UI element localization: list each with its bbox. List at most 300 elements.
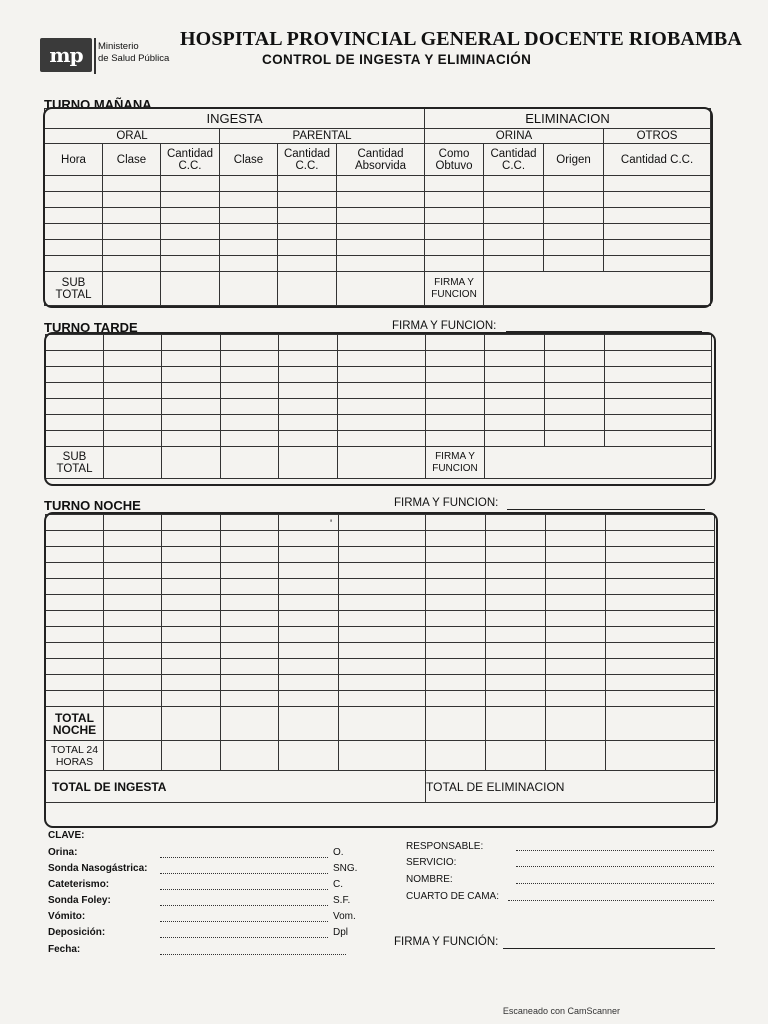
entry-cell[interactable] [161, 256, 220, 272]
entry-cell[interactable] [546, 547, 606, 563]
subtotal-cell[interactable] [161, 272, 220, 306]
entry-cell[interactable] [484, 192, 544, 208]
ingesta-header: INGESTA [45, 109, 425, 129]
entry-cell[interactable] [339, 563, 426, 579]
entry-cell[interactable] [426, 643, 486, 659]
subtotal-cell[interactable] [104, 447, 162, 479]
entry-cell[interactable] [546, 691, 606, 707]
entry-cell[interactable] [606, 675, 715, 691]
entry-cell[interactable] [546, 659, 606, 675]
entry-cell[interactable] [104, 415, 162, 431]
entry-cell[interactable] [45, 192, 103, 208]
entry-cell[interactable] [104, 367, 162, 383]
entry-cell[interactable] [546, 595, 606, 611]
entry-cell[interactable] [544, 240, 604, 256]
entry-cell[interactable] [221, 627, 279, 643]
entry-cell[interactable] [605, 351, 712, 367]
entry-cell[interactable] [104, 563, 162, 579]
entry-cell[interactable] [484, 256, 544, 272]
firma-funcion-cell[interactable] [484, 272, 711, 306]
entry-cell[interactable] [545, 367, 605, 383]
entry-cell[interactable] [45, 256, 103, 272]
total-eliminacion-cell[interactable] [426, 771, 715, 803]
entry-cell[interactable] [484, 208, 544, 224]
entry-cell[interactable] [426, 431, 485, 447]
entry-cell[interactable] [46, 691, 104, 707]
entry-cell[interactable] [221, 399, 279, 415]
entry-cell[interactable] [338, 367, 426, 383]
entry-cell[interactable] [486, 611, 546, 627]
entry-cell[interactable] [279, 399, 338, 415]
entry-cell[interactable] [426, 547, 486, 563]
entry-cell[interactable] [46, 531, 104, 547]
total-24h-cell[interactable] [221, 741, 279, 771]
entry-cell[interactable] [103, 240, 161, 256]
subtotal-cell[interactable] [162, 447, 221, 479]
entry-cell[interactable] [546, 643, 606, 659]
entry-cell[interactable] [279, 643, 339, 659]
table-row [46, 335, 712, 351]
entry-cell[interactable] [46, 415, 104, 431]
entry-cell[interactable] [220, 256, 278, 272]
entry-cell[interactable] [425, 240, 484, 256]
entry-cell[interactable] [606, 659, 715, 675]
entry-cell[interactable] [46, 351, 104, 367]
entry-cell[interactable] [425, 176, 484, 192]
entry-cell[interactable] [486, 691, 546, 707]
entry-cell[interactable] [161, 240, 220, 256]
clave-item-field[interactable] [160, 937, 328, 938]
entry-cell[interactable] [606, 643, 715, 659]
entry-cell[interactable] [486, 595, 546, 611]
entry-cell[interactable] [104, 383, 162, 399]
entry-cell[interactable] [426, 691, 486, 707]
entry-cell[interactable] [220, 240, 278, 256]
entry-cell[interactable] [338, 383, 426, 399]
entry-cell[interactable] [46, 595, 104, 611]
clave-item-field[interactable] [160, 889, 328, 890]
entry-cell[interactable] [426, 415, 485, 431]
entry-cell[interactable] [339, 595, 426, 611]
entry-cell[interactable] [279, 431, 338, 447]
total-24h-cell[interactable] [104, 741, 162, 771]
entry-cell[interactable] [104, 335, 162, 351]
entry-cell[interactable] [162, 415, 221, 431]
entry-cell[interactable] [425, 192, 484, 208]
entry-cell[interactable] [339, 611, 426, 627]
entry-cell[interactable] [221, 431, 279, 447]
entry-cell[interactable] [45, 224, 103, 240]
entry-cell[interactable] [425, 256, 484, 272]
entry-cell[interactable] [544, 256, 604, 272]
entry-cell[interactable] [339, 627, 426, 643]
entry-cell[interactable] [486, 579, 546, 595]
total-24h-cell[interactable] [339, 741, 426, 771]
total-24h-cell[interactable] [606, 741, 715, 771]
entry-cell[interactable] [338, 351, 426, 367]
entry-cell[interactable] [221, 563, 279, 579]
entry-cell[interactable] [339, 659, 426, 675]
entry-cell[interactable] [485, 399, 545, 415]
entry-cell[interactable] [606, 611, 715, 627]
entry-cell[interactable] [426, 659, 486, 675]
entry-cell[interactable] [279, 367, 338, 383]
total-noche-cell[interactable] [339, 707, 426, 741]
entry-cell[interactable] [278, 192, 337, 208]
entry-cell[interactable] [103, 224, 161, 240]
entry-cell[interactable] [103, 176, 161, 192]
entry-cell[interactable] [486, 659, 546, 675]
subtotal-cell[interactable] [338, 447, 426, 479]
entry-cell[interactable] [486, 627, 546, 643]
entry-cell[interactable] [162, 547, 221, 563]
clave-item-field[interactable] [160, 921, 328, 922]
entry-cell[interactable] [546, 627, 606, 643]
entry-cell[interactable] [545, 415, 605, 431]
entry-cell[interactable] [426, 595, 486, 611]
entry-cell[interactable] [544, 208, 604, 224]
total-noche-cell[interactable] [104, 707, 162, 741]
entry-cell[interactable] [279, 659, 339, 675]
entry-cell[interactable] [279, 415, 338, 431]
total-noche-cell[interactable] [221, 707, 279, 741]
entry-cell[interactable] [546, 675, 606, 691]
entry-cell[interactable] [162, 691, 221, 707]
entry-cell[interactable] [221, 659, 279, 675]
total-noche-cell[interactable] [279, 707, 339, 741]
entry-cell[interactable] [278, 240, 337, 256]
entry-cell[interactable] [162, 659, 221, 675]
entry-cell[interactable] [221, 675, 279, 691]
entry-cell[interactable] [339, 579, 426, 595]
clave-item-field[interactable] [160, 873, 328, 874]
entry-cell[interactable] [46, 611, 104, 627]
entry-cell[interactable] [46, 399, 104, 415]
subtotal-cell[interactable] [278, 272, 337, 306]
entry-cell[interactable] [544, 224, 604, 240]
entry-cell[interactable] [104, 675, 162, 691]
entry-cell[interactable] [485, 431, 545, 447]
entry-cell[interactable] [426, 383, 485, 399]
entry-cell[interactable] [426, 627, 486, 643]
entry-cell[interactable] [545, 431, 605, 447]
entry-cell[interactable] [46, 431, 104, 447]
entry-cell[interactable] [339, 675, 426, 691]
entry-cell[interactable] [484, 176, 544, 192]
entry-cell[interactable] [221, 351, 279, 367]
entry-cell[interactable] [337, 176, 425, 192]
entry-cell[interactable] [46, 643, 104, 659]
entry-cell[interactable] [162, 595, 221, 611]
entry-cell[interactable] [605, 335, 712, 351]
entry-cell[interactable] [161, 208, 220, 224]
entry-cell[interactable] [221, 531, 279, 547]
responsable-field[interactable] [516, 850, 714, 851]
entry-cell[interactable] [426, 563, 486, 579]
firma-final-line[interactable] [503, 948, 715, 949]
entry-cell[interactable] [220, 208, 278, 224]
entry-cell[interactable] [162, 431, 221, 447]
entry-cell[interactable] [339, 547, 426, 563]
entry-cell[interactable] [279, 691, 339, 707]
entry-cell[interactable] [45, 208, 103, 224]
entry-cell[interactable] [485, 367, 545, 383]
entry-cell[interactable] [339, 515, 426, 531]
entry-cell[interactable] [278, 256, 337, 272]
entry-cell[interactable] [485, 415, 545, 431]
entry-cell[interactable] [162, 563, 221, 579]
entry-cell[interactable] [104, 531, 162, 547]
entry-cell[interactable] [605, 399, 712, 415]
total-24h-cell[interactable] [486, 741, 546, 771]
firma-funcion-cell[interactable] [485, 447, 712, 479]
entry-cell[interactable] [162, 579, 221, 595]
entry-cell[interactable] [104, 659, 162, 675]
total-noche-cell[interactable] [606, 707, 715, 741]
clave-item-field[interactable] [160, 857, 328, 858]
entry-cell[interactable] [546, 563, 606, 579]
entry-cell[interactable] [485, 335, 545, 351]
entry-cell[interactable] [221, 335, 279, 351]
entry-cell[interactable] [426, 675, 486, 691]
entry-cell[interactable] [162, 383, 221, 399]
entry-cell[interactable] [278, 208, 337, 224]
entry-cell[interactable] [104, 351, 162, 367]
entry-cell[interactable] [426, 351, 485, 367]
entry-cell[interactable] [546, 515, 606, 531]
entry-cell[interactable] [604, 192, 711, 208]
entry-cell[interactable] [103, 208, 161, 224]
entry-cell[interactable] [104, 611, 162, 627]
entry-cell[interactable] [337, 256, 425, 272]
entry-cell[interactable] [426, 399, 485, 415]
entry-cell[interactable] [161, 224, 220, 240]
total-noche-cell[interactable] [546, 707, 606, 741]
entry-cell[interactable] [544, 192, 604, 208]
total-24h-cell[interactable] [546, 741, 606, 771]
total-ingesta-cell[interactable] [46, 771, 426, 803]
entry-cell[interactable] [339, 691, 426, 707]
entry-cell[interactable] [221, 515, 279, 531]
entry-cell[interactable] [604, 176, 711, 192]
subtotal-cell[interactable] [221, 447, 279, 479]
entry-cell[interactable] [104, 579, 162, 595]
entry-cell[interactable] [426, 367, 485, 383]
entry-cell[interactable] [220, 192, 278, 208]
entry-cell[interactable] [338, 415, 426, 431]
entry-cell[interactable] [486, 675, 546, 691]
entry-cell[interactable] [104, 515, 162, 531]
entry-cell[interactable] [484, 240, 544, 256]
entry-cell[interactable] [221, 383, 279, 399]
entry-cell[interactable] [544, 176, 604, 192]
entry-cell[interactable] [279, 627, 339, 643]
entry-cell[interactable] [425, 224, 484, 240]
entry-cell[interactable] [604, 256, 711, 272]
entry-cell[interactable] [546, 531, 606, 547]
entry-cell[interactable] [486, 547, 546, 563]
entry-cell[interactable] [484, 224, 544, 240]
entry-cell[interactable] [606, 515, 715, 531]
entry-cell[interactable] [426, 515, 486, 531]
entry-cell[interactable] [545, 335, 605, 351]
entry-cell[interactable] [279, 531, 339, 547]
entry-cell[interactable] [606, 547, 715, 563]
entry-cell[interactable] [162, 515, 221, 531]
entry-cell[interactable] [221, 643, 279, 659]
cuarto-field[interactable] [508, 900, 714, 901]
entry-cell[interactable] [486, 643, 546, 659]
entry-cell[interactable] [426, 531, 486, 547]
entry-cell[interactable] [338, 335, 426, 351]
entry-cell[interactable] [339, 531, 426, 547]
entry-cell[interactable] [339, 643, 426, 659]
entry-cell[interactable] [606, 595, 715, 611]
entry-cell[interactable] [279, 675, 339, 691]
entry-cell[interactable] [545, 351, 605, 367]
entry-cell[interactable] [104, 547, 162, 563]
entry-cell[interactable] [486, 563, 546, 579]
subtotal-cell[interactable] [220, 272, 278, 306]
entry-cell[interactable] [221, 611, 279, 627]
entry-cell[interactable] [46, 627, 104, 643]
entry-cell[interactable] [103, 192, 161, 208]
entry-cell[interactable] [338, 399, 426, 415]
entry-cell[interactable] [425, 208, 484, 224]
entry-cell[interactable] [605, 383, 712, 399]
entry-cell[interactable] [606, 563, 715, 579]
entry-cell[interactable] [546, 611, 606, 627]
subtotal-cell[interactable] [337, 272, 425, 306]
total-24h-cell[interactable] [279, 741, 339, 771]
subtotal-cell[interactable] [279, 447, 338, 479]
entry-cell[interactable] [104, 431, 162, 447]
entry-cell[interactable] [162, 399, 221, 415]
entry-cell[interactable] [45, 240, 103, 256]
entry-cell[interactable] [46, 547, 104, 563]
entry-cell[interactable] [279, 563, 339, 579]
entry-cell[interactable] [46, 383, 104, 399]
entry-cell[interactable] [104, 627, 162, 643]
entry-cell[interactable] [279, 595, 339, 611]
total-24h-cell[interactable] [162, 741, 221, 771]
entry-cell[interactable] [46, 563, 104, 579]
total-24h-cell[interactable] [426, 741, 486, 771]
total-noche-cell[interactable] [426, 707, 486, 741]
entry-cell[interactable] [46, 515, 104, 531]
entry-cell[interactable] [162, 367, 221, 383]
entry-cell[interactable] [162, 351, 221, 367]
entry-cell[interactable] [606, 531, 715, 547]
entry-cell[interactable] [606, 579, 715, 595]
entry-cell[interactable] [221, 415, 279, 431]
entry-cell[interactable] [337, 208, 425, 224]
entry-cell[interactable] [485, 383, 545, 399]
table-row [46, 579, 715, 595]
entry-cell[interactable] [337, 224, 425, 240]
entry-cell[interactable] [279, 547, 339, 563]
entry-cell[interactable] [337, 192, 425, 208]
entry-cell[interactable] [221, 547, 279, 563]
entry-cell[interactable] [279, 515, 339, 531]
entry-cell[interactable] [606, 627, 715, 643]
entry-cell[interactable] [278, 176, 337, 192]
total-noche-cell[interactable] [486, 707, 546, 741]
entry-cell[interactable] [221, 595, 279, 611]
entry-cell[interactable] [279, 383, 338, 399]
entry-cell[interactable] [485, 351, 545, 367]
entry-cell[interactable] [161, 176, 220, 192]
entry-cell[interactable] [104, 691, 162, 707]
entry-cell[interactable] [426, 579, 486, 595]
entry-cell[interactable] [604, 224, 711, 240]
entry-cell[interactable] [45, 176, 103, 192]
entry-cell[interactable] [162, 627, 221, 643]
entry-cell[interactable] [104, 643, 162, 659]
entry-cell[interactable] [546, 579, 606, 595]
entry-cell[interactable] [220, 224, 278, 240]
entry-cell[interactable] [162, 611, 221, 627]
entry-cell[interactable] [606, 691, 715, 707]
entry-cell[interactable] [545, 399, 605, 415]
entry-cell[interactable] [162, 675, 221, 691]
clave-item-field[interactable] [160, 954, 346, 955]
entry-cell[interactable] [279, 579, 339, 595]
entry-cell[interactable] [605, 367, 712, 383]
entry-cell[interactable] [426, 335, 485, 351]
entry-cell[interactable] [46, 579, 104, 595]
tarde-firma-line[interactable] [506, 331, 702, 332]
subtotal-cell[interactable] [103, 272, 161, 306]
entry-cell[interactable] [220, 176, 278, 192]
servicio-field[interactable] [516, 866, 714, 867]
entry-cell[interactable] [338, 431, 426, 447]
entry-cell[interactable] [604, 208, 711, 224]
entry-cell[interactable] [221, 579, 279, 595]
entry-cell[interactable] [337, 240, 425, 256]
entry-cell[interactable] [605, 415, 712, 431]
entry-cell[interactable] [46, 659, 104, 675]
entry-cell[interactable] [104, 399, 162, 415]
entry-cell[interactable] [604, 240, 711, 256]
entry-cell[interactable] [46, 675, 104, 691]
entry-cell[interactable] [162, 335, 221, 351]
entry-cell[interactable] [221, 691, 279, 707]
nombre-field[interactable] [516, 883, 714, 884]
entry-cell[interactable] [162, 643, 221, 659]
entry-cell[interactable] [46, 335, 104, 351]
entry-cell[interactable] [486, 515, 546, 531]
entry-cell[interactable] [104, 595, 162, 611]
entry-cell[interactable] [279, 351, 338, 367]
col-cantidad-oral: Cantidad C.C. [161, 144, 220, 176]
entry-cell[interactable] [161, 192, 220, 208]
entry-cell[interactable] [545, 383, 605, 399]
clave-item-field[interactable] [160, 905, 328, 906]
entry-cell[interactable] [605, 431, 712, 447]
entry-cell[interactable] [486, 531, 546, 547]
entry-cell[interactable] [103, 256, 161, 272]
entry-cell[interactable] [278, 224, 337, 240]
entry-cell[interactable] [279, 335, 338, 351]
entry-cell[interactable] [426, 611, 486, 627]
entry-cell[interactable] [46, 367, 104, 383]
entry-cell[interactable] [279, 611, 339, 627]
total-noche-cell[interactable] [162, 707, 221, 741]
entry-cell[interactable] [162, 531, 221, 547]
entry-cell[interactable] [221, 367, 279, 383]
noche-firma-line[interactable] [507, 509, 705, 510]
